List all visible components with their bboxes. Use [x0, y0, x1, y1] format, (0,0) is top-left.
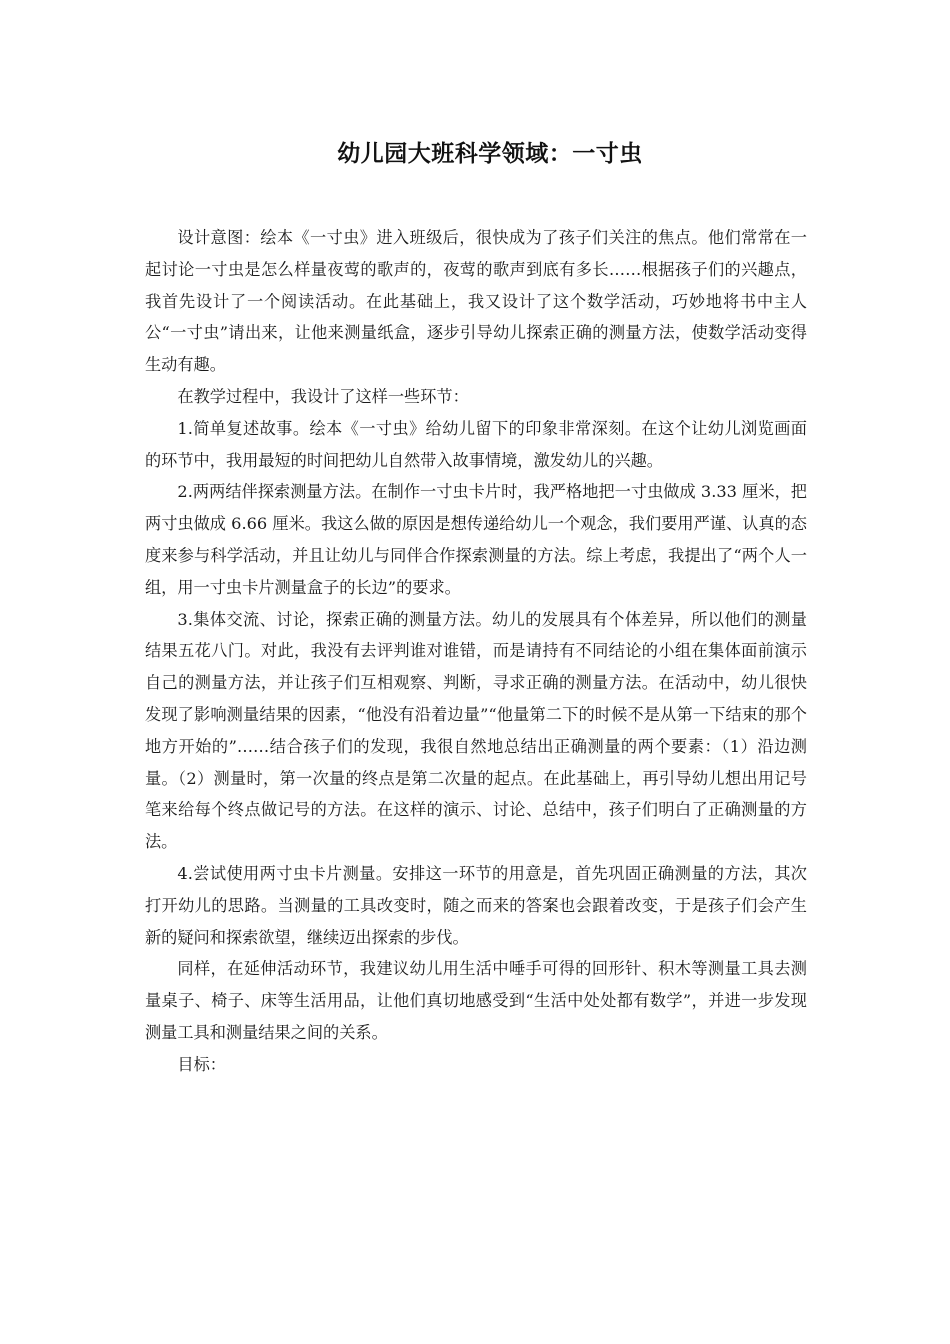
document-title: 幼儿园大班科学领域：一寸虫 [337, 141, 643, 167]
paragraph-step-2: 2.两两结伴探索测量方法。在制作一寸虫卡片时，我严格地把一寸虫做成 3.33 厘米，把两寸虫做成 6.66 厘米。我这么做的原因是想传递给幼儿一个观念，我们要用严谨、认真的态度来参与科学活动，并且让幼儿与同伴合作探索测量的方法。综上考虑，我提出了“两个人一组，用一寸虫卡片测量盒子的长边”的要求。 [145, 482, 807, 597]
paragraph-extension: 同样，在延伸活动环节，我建议幼儿用生活中唾手可得的回形针、积木等测量工具去测量桌子、椅子、床等生活用品，让他们真切地感受到“生活中处处都有数学”，并进一步发现测量工具和测量结果之间的关系。 [145, 959, 807, 1042]
document-body [145, 222, 807, 1081]
paragraph-step-3: 3.集体交流、讨论，探索正确的测量方法。幼儿的发展具有个体差异，所以他们的测量结果五花八门。对此，我没有去评判谁对谁错，而是请持有不同结论的小组在集体面前演示自己的测量方法，并让孩子们互相观察、判断，寻求正确的测量方法。在活动中，幼儿很快发现了影响测量结果的因素，“他没有沿着边量”“他量第二下的时候不是从第一下结束的那个地方开始的”……结合孩子们的发现，我很自然地总结出正确测量的两个要素：（1）沿边测量。（2）测量时，第一次量的终点是第二次量的起点。在此基础上，再引导幼儿想出用记号笔来给每个终点做记号的方法。在这样的演示、讨论、总结中，孩子们明白了正确测量的方法。 [145, 609, 807, 852]
paragraph-step-1: 1.简单复述故事。绘本《一寸虫》给幼儿留下的印象非常深刻。在这个让幼儿浏览画面的环节中，我用最短的时间把幼儿自然带入故事情境，激发幼儿的兴趣。 [145, 418, 807, 470]
paragraph-design-intent: 设计意图：绘本《一寸虫》进入班级后，很快成为了孩子们关注的焦点。他们常常在一起讨论一寸虫是怎么样量夜莺的歌声的，夜莺的歌声到底有多长……根据孩子们的兴趣点，我首先设计了一个阅读活动。在此基础上，我又设计了这个数学活动，巧妙地将书中主人公“一寸虫”请出来，让他来测量纸盒，逐步引导幼儿探索正确的测量方法，使数学活动变得生动有趣。 [145, 228, 807, 375]
paragraph-step-4: 4.尝试使用两寸虫卡片测量。安排这一环节的用意是，首先巩固正确测量的方法，其次打开幼儿的思路。当测量的工具改变时，随之而来的答案也会跟着改变，于是孩子们会产生新的疑问和探索欲望，继续迈出探索的步伐。 [145, 863, 807, 947]
paragraph-goals-heading: 目标： [177, 1054, 226, 1074]
paragraph-teaching-process: 在教学过程中，我设计了这样一些环节： [177, 386, 469, 406]
